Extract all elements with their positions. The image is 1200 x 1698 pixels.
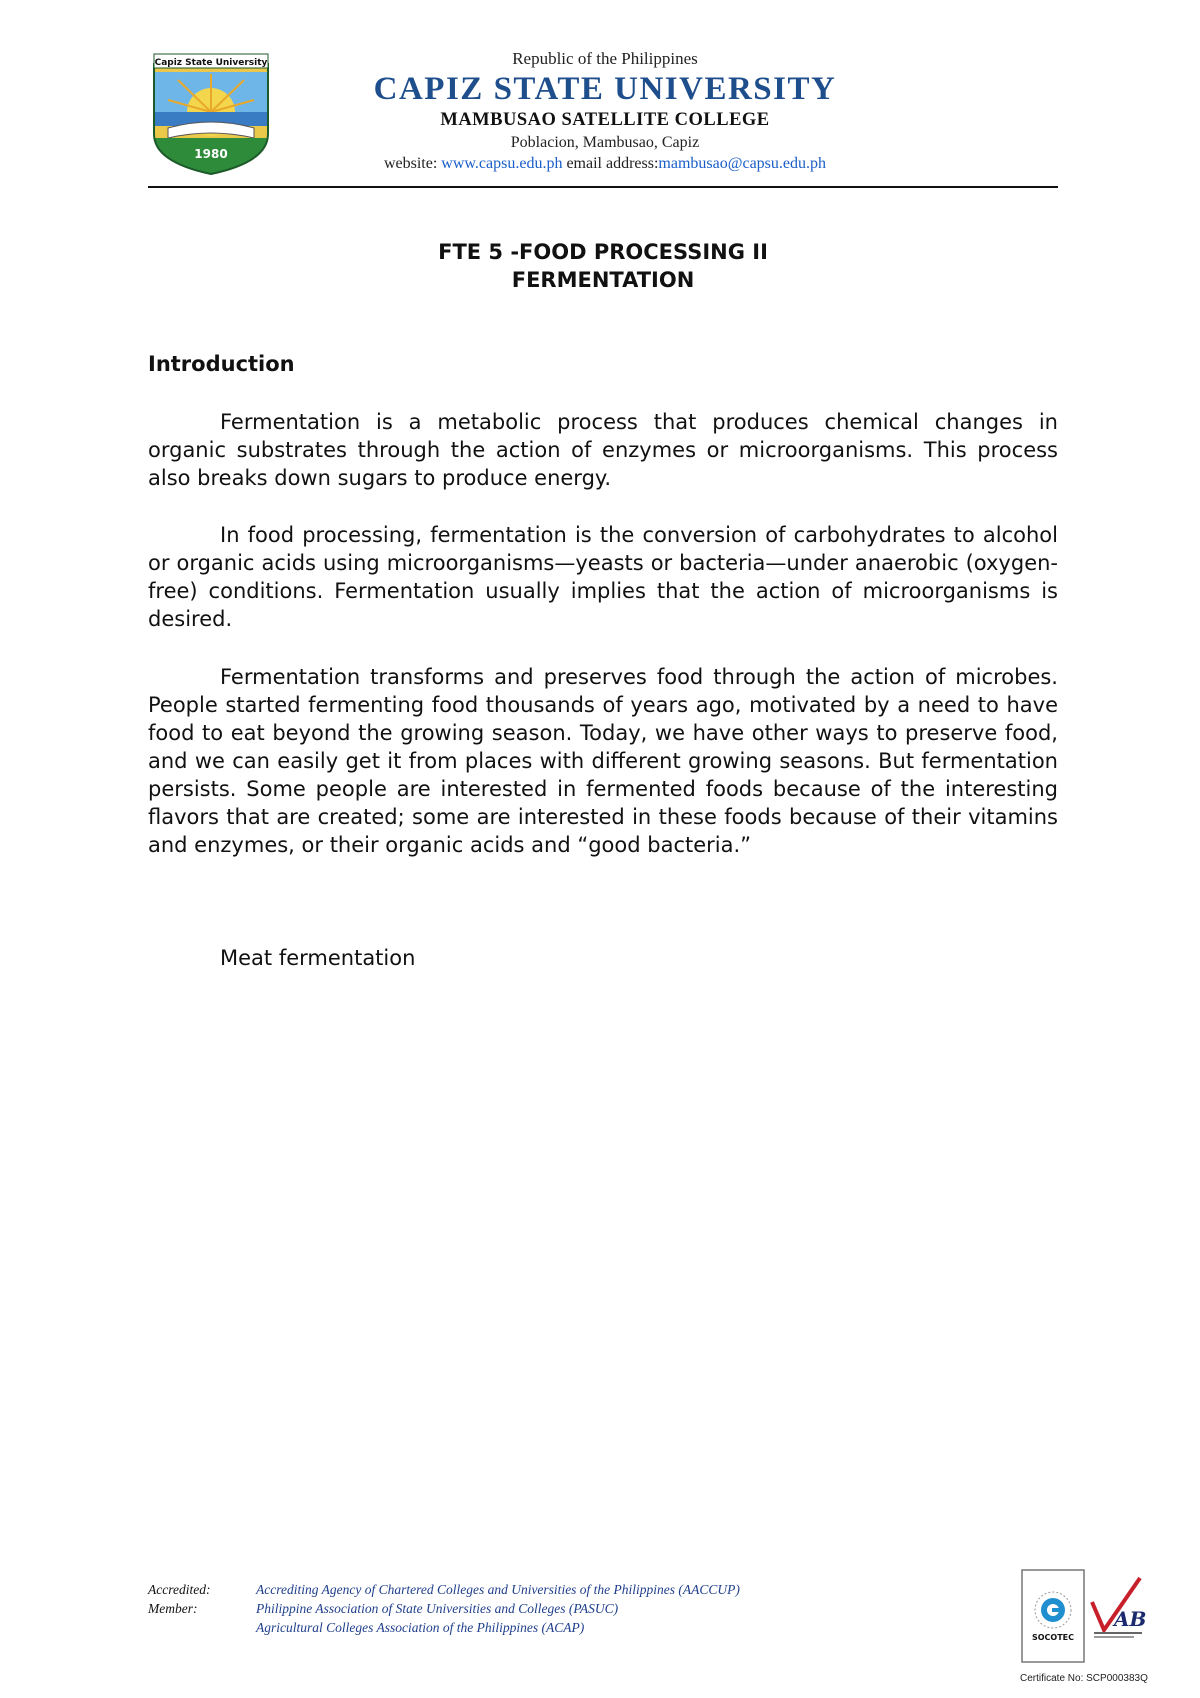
- logo-banner-text: Capiz State University: [154, 58, 268, 68]
- accreditation-footer: [148, 1580, 868, 1637]
- university-name: CAPIZ STATE UNIVERSITY: [373, 71, 837, 107]
- email-label: email address:: [562, 155, 659, 172]
- paragraph: Fermentation is a metabolic process that produces chemical changes in organic substrates through the action of enzymes or microorganisms. This process also breaks down sugars to produce energy.: [148, 410, 1058, 490]
- republic-line: Republic of the Philippines: [512, 49, 698, 68]
- email-link[interactable]: mambusao@capsu.edu.ph: [658, 155, 827, 172]
- paragraph: Fermentation transforms and preserves food through the action of microbes. People started fermenting food thousands of years ago, motivated by a need to have food to eat beyond the growing season. Today, we have other ways to preserve food, and we can easily get it from places with different growing seasons. But fermentation persists. Some people are interested in fermented foods because of the interesting flavors that are created; some are interested in these foods because of their vitamins and enzymes, or their organic acids and “good bacteria.”: [148, 665, 1058, 857]
- topic-title: FERMENTATION: [511, 268, 695, 292]
- contact-line: [300, 153, 910, 175]
- socotec-text: SOCOTEC: [1031, 1633, 1075, 1642]
- paragraph: In food processing, fermentation is the conversion of carbohydrates to alcohol or organic acids using microorganisms—yeasts or bacteria—under anaerobic (oxygen-free) conditions. Fermentation usually implies that the action of microorganisms is desired.: [148, 523, 1058, 631]
- certificate-number: Certificate No: SCP000383Q: [1020, 1673, 1148, 1684]
- website-link[interactable]: www.capsu.edu.ph: [441, 155, 563, 172]
- accredited-label: Accredited:: [148, 1582, 211, 1597]
- university-logo: [148, 50, 274, 176]
- member-value: Agricultural Colleges Association of the Philippines (ACAP): [256, 1620, 585, 1635]
- header-divider: [148, 186, 1058, 188]
- socotec-logo: [1022, 1570, 1084, 1662]
- subsection-heading: Meat fermentation: [220, 946, 416, 970]
- member-label: Member:: [148, 1601, 198, 1616]
- logo-year: 1980: [194, 147, 228, 161]
- college-name: MAMBUSAO SATELLITE COLLEGE: [440, 110, 770, 130]
- letterhead: [300, 48, 910, 175]
- website-label: website:: [383, 155, 442, 172]
- certification-logos: [1018, 1568, 1148, 1668]
- accredited-value: Accrediting Agency of Chartered Colleges and Universities of the Philippines (AACCUP): [256, 1582, 740, 1597]
- section-heading: Introduction: [148, 352, 295, 376]
- college-address: Poblacion, Mambusao, Capiz: [510, 134, 700, 151]
- uab-text: AB: [1114, 1607, 1147, 1631]
- uab-logo: [1092, 1578, 1146, 1638]
- course-title: FTE 5 -FOOD PROCESSING II: [438, 240, 768, 264]
- document-title: [148, 238, 1058, 294]
- member-value: Philippine Association of State Universities and Colleges (PASUC): [256, 1601, 619, 1616]
